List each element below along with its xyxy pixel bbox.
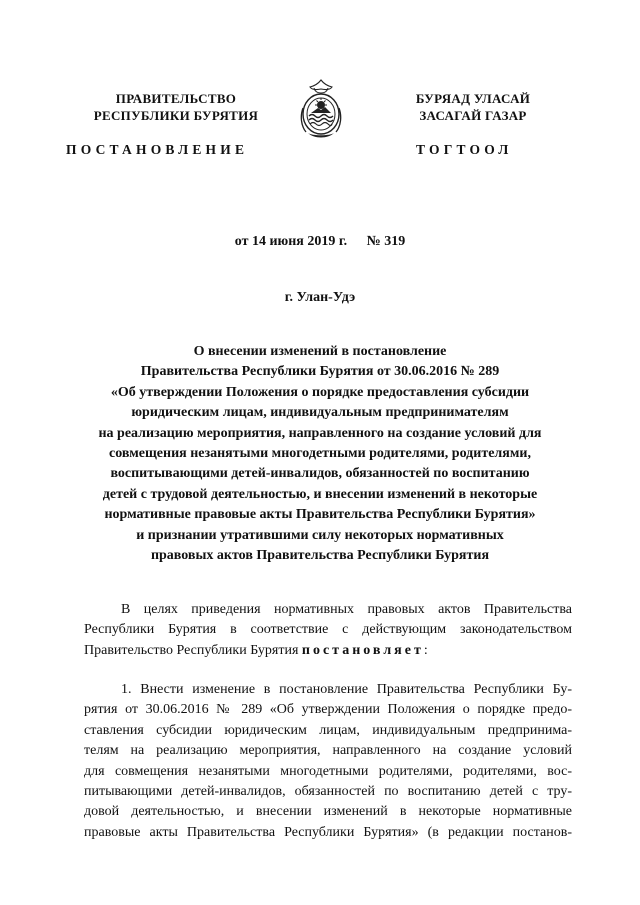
paragraph-line: ставления субсидии юридическим лицам, индивидуальным предпринима- bbox=[84, 722, 572, 738]
coat-of-arms-emblem bbox=[296, 78, 346, 142]
paragraph-preamble bbox=[84, 600, 572, 661]
header-right-authority bbox=[373, 90, 573, 124]
paragraph-line: Республики Бурятия в соответствие с действующим законодательством bbox=[84, 622, 572, 638]
header-left-line1: ПРАВИТЕЛЬСТВО bbox=[115, 91, 237, 106]
paragraph-text: Правительство Республики Бурятия bbox=[84, 642, 299, 658]
document-number: № 319 bbox=[366, 234, 406, 249]
paragraph-line: 1. Внести изменение в постановление Правительства Республики Бу- bbox=[121, 682, 572, 697]
paragraph-line: питывающими детей-инвалидов, обязанностей по воспитанию детей с тру- bbox=[84, 784, 572, 800]
title-line: детей с трудовой деятельностью, и внесении изменений в некоторые bbox=[102, 486, 538, 502]
date-number-line bbox=[0, 234, 640, 250]
document-date: от 14 июня 2019 г. bbox=[234, 234, 348, 249]
paragraph-line: для совмещения незанятыми многодетными родителями, родителями, вос- bbox=[84, 763, 572, 779]
header-left-line2: РЕСПУБЛИКИ БУРЯТИЯ bbox=[93, 108, 259, 123]
header-right-line1: БУРЯАД УЛАСАЙ bbox=[415, 91, 531, 106]
title-line: воспитывающими детей-инвалидов, обязанностей по воспитанию bbox=[110, 466, 530, 482]
title-line: правовых актов Правительства Республики Бурятия bbox=[150, 548, 490, 564]
resolves-word: постановляет bbox=[301, 642, 424, 658]
paragraph-item-1 bbox=[84, 680, 572, 843]
doctype-left: ПОСТАНОВЛЕНИЕ bbox=[66, 142, 249, 157]
title-line: нормативные правовые акты Правительства Республики Бурятия» bbox=[104, 507, 536, 523]
paragraph-line-last bbox=[84, 641, 572, 661]
title-line: О внесении изменений в постановление bbox=[193, 344, 447, 359]
paragraph-line: телям на реализацию мероприятия, направленного на создание условий bbox=[84, 743, 572, 759]
paragraph-line: правовые акты Правительства Республики Бурятия» (в редакции постанов- bbox=[84, 824, 572, 840]
document-title bbox=[60, 342, 580, 566]
header-right-line2: ЗАСАГАЙ ГАЗАР bbox=[419, 108, 527, 123]
title-line: Правительства Республики Бурятия от 30.06.2016 № 289 bbox=[140, 364, 500, 380]
paragraph-line: довой деятельностью, и внесении изменений в некоторые нормативные bbox=[84, 804, 572, 820]
doctype-right: ТОГТООЛ bbox=[416, 142, 513, 157]
paragraph-line: рятия от 30.06.2016 № 289 «Об утверждении Положения о порядке предо- bbox=[84, 702, 572, 718]
title-line: юридическим лицам, индивидуальным предпринимателям bbox=[131, 405, 509, 421]
paragraph-tail: : bbox=[423, 642, 428, 658]
title-line: на реализацию мероприятия, направленного на создание условий для bbox=[98, 425, 542, 441]
document-city: г. Улан-Удэ bbox=[284, 290, 356, 305]
title-line: совмещения незанятыми многодетными родителями, родителями, bbox=[109, 446, 531, 462]
title-line: «Об утверждении Положения о порядке предоставления субсидии bbox=[110, 384, 530, 400]
title-line: и признании утратившими силу некоторых нормативных bbox=[136, 527, 504, 543]
paragraph-line: В целях приведения нормативных правовых актов Правительства bbox=[121, 602, 572, 617]
header-left-authority bbox=[76, 90, 276, 124]
